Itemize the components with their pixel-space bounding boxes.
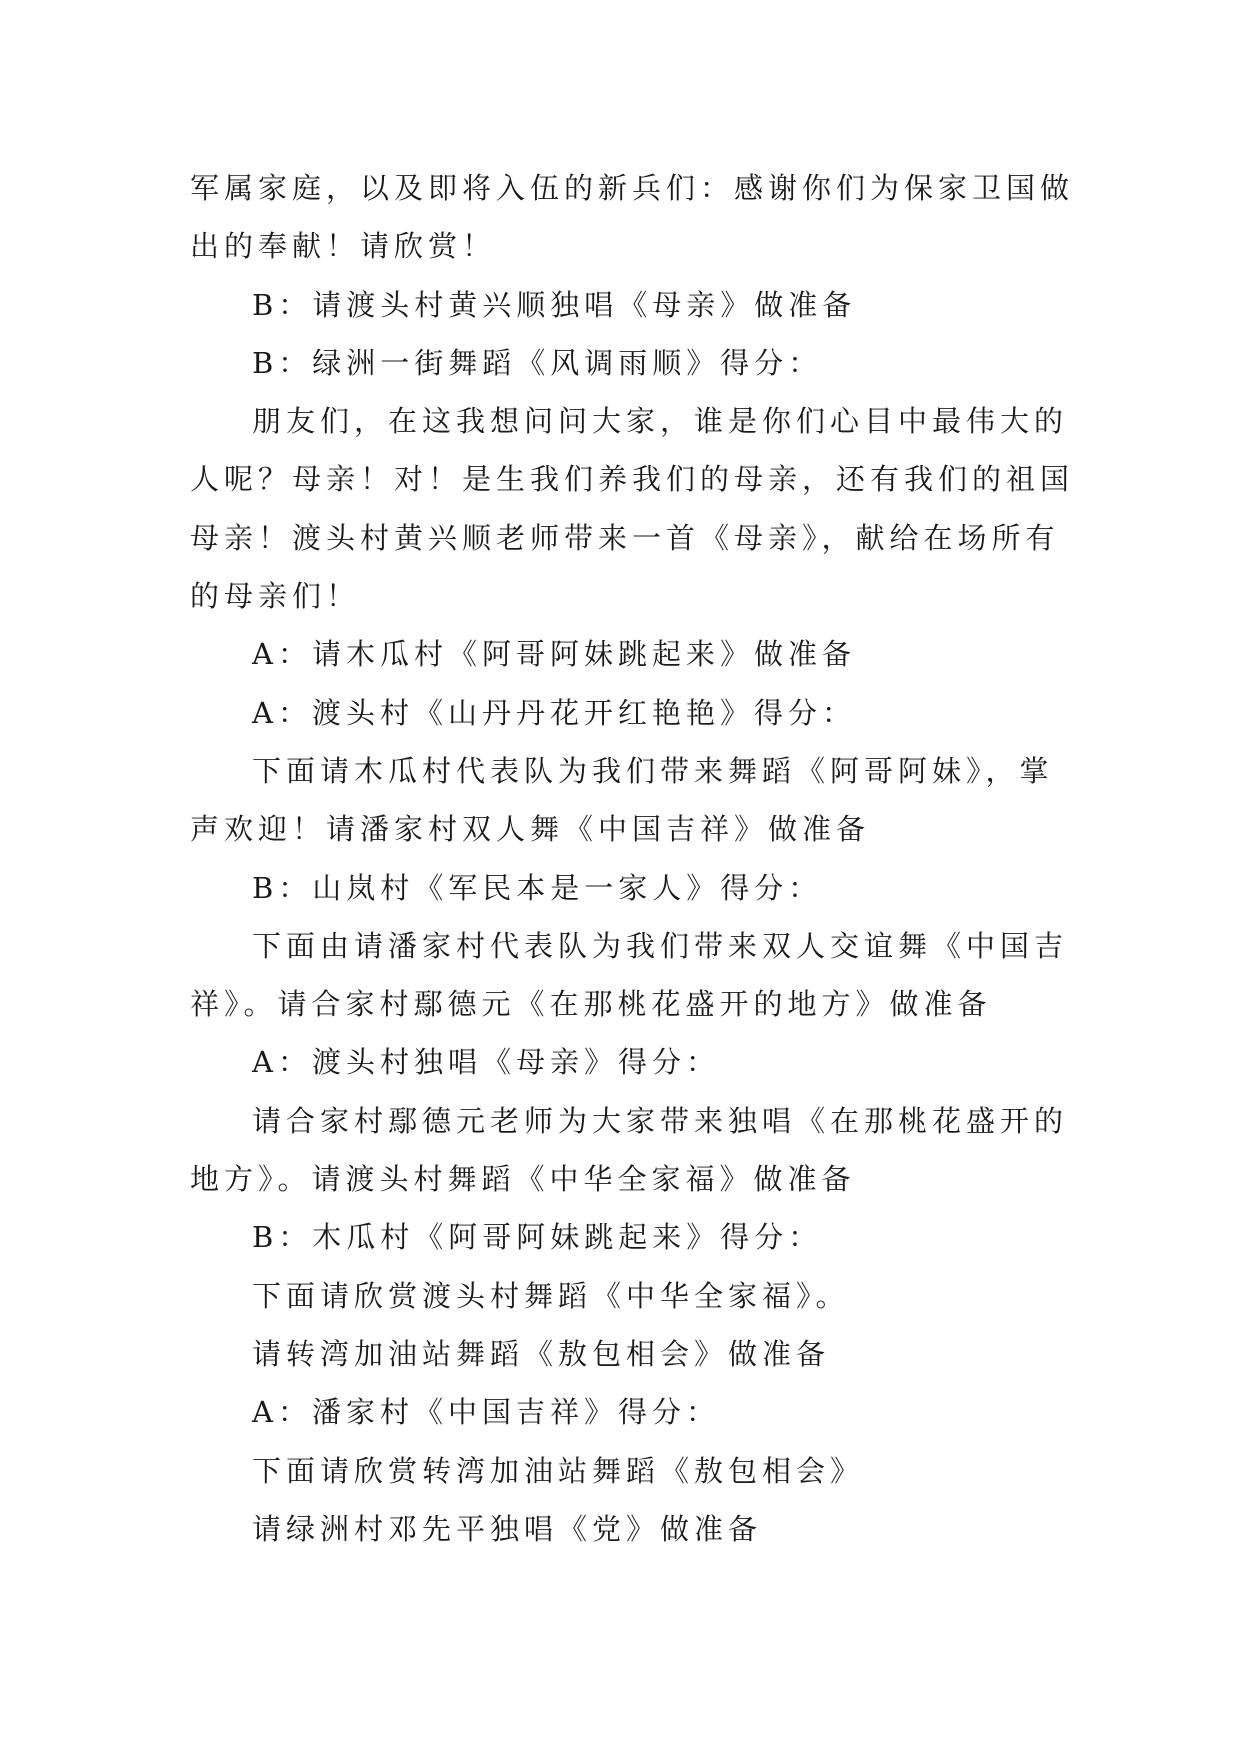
- text-line-19: B：木瓜村《阿哥阿妹跳起来》得分：: [252, 1220, 823, 1255]
- text-line-24: 请绿洲村邓先平独唱《党》做准备: [252, 1511, 763, 1546]
- text-line-1: 军属家庭，以及即将入伍的新兵们：感谢你们为保家卫国做: [190, 171, 1075, 205]
- text-line-8: 的母亲们！: [190, 579, 361, 614]
- text-line-14: 下面由请潘家村代表队为我们带来双人交谊舞《中国吉: [252, 928, 1069, 963]
- text-line-13: B：山岚村《军民本是一家人》得分：: [252, 870, 823, 905]
- text-line-21: 请转湾加油站舞蹈《敖包相会》做准备: [252, 1336, 831, 1371]
- text-line-7: 母亲！渡头村黄兴顺老师带来一首《母亲》，献给在场所有: [190, 520, 1060, 555]
- text-line-4: B：绿洲一街舞蹈《风调雨顺》得分：: [252, 345, 823, 380]
- text-line-6: 人呢？母亲！对！是生我们养我们的母亲，还有我们的祖国: [190, 462, 1075, 497]
- text-line-10: A：渡头村《山丹丹花开红艳艳》得分：: [252, 695, 856, 730]
- document-body: [190, 159, 1075, 1558]
- text-line-5: 朋友们，在这我想问问大家，谁是你们心目中最伟大的: [252, 404, 1069, 439]
- text-line-16: A：渡头村独唱《母亲》得分：: [252, 1045, 720, 1080]
- text-line-11: 下面请木瓜村代表队为我们带来舞蹈《阿哥阿妹》，掌: [252, 753, 1054, 788]
- text-line-2: 出的奉献！请欣赏！: [190, 229, 497, 264]
- text-line-3: B：请渡头村黄兴顺独唱《母亲》做准备: [252, 287, 857, 322]
- text-line-20: 下面请欣赏渡头村舞蹈《中华全家福》。: [252, 1278, 850, 1313]
- text-line-17: 请合家村鄢德元老师为大家带来独唱《在那桃花盛开的: [252, 1103, 1069, 1138]
- text-line-18: 地方》。请渡头村舞蹈《中华全家福》做准备: [190, 1162, 856, 1197]
- text-line-23: 下面请欣赏转湾加油站舞蹈《敖包相会》: [252, 1453, 865, 1488]
- text-line-9: A：请木瓜村《阿哥阿妹跳起来》做准备: [252, 637, 856, 672]
- text-line-15: 祥》。请合家村鄢德元《在那桃花盛开的地方》做准备: [190, 987, 992, 1022]
- text-line-22: A：潘家村《中国吉祥》得分：: [252, 1395, 720, 1430]
- text-line-12: 声欢迎！请潘家村双人舞《中国吉祥》做准备: [190, 812, 871, 847]
